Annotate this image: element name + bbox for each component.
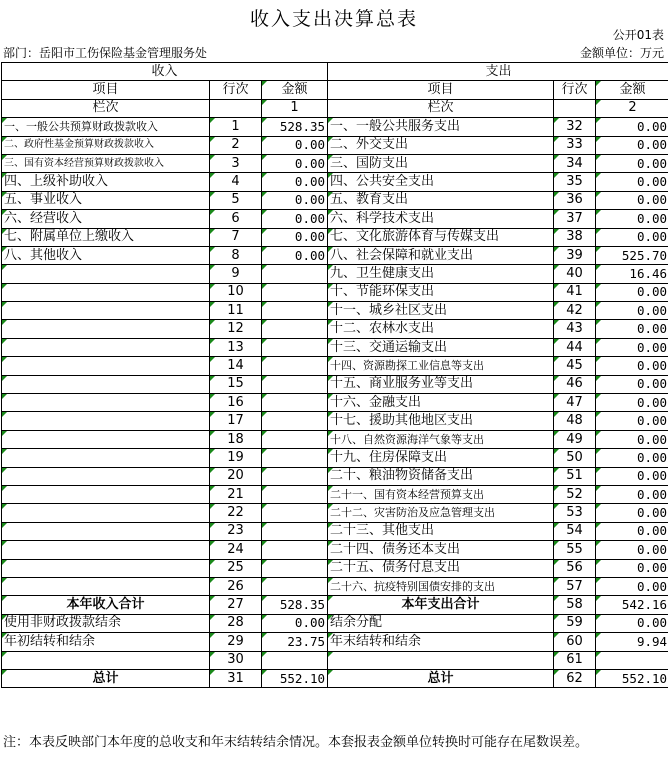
- expense-line: 51: [554, 467, 596, 485]
- income-item: [2, 467, 210, 485]
- expense-line: 47: [554, 394, 596, 412]
- expense-item: 十二、农林水支出: [328, 320, 554, 338]
- table-row: [2, 246, 668, 264]
- expense-item: 二十三、其他支出: [328, 522, 554, 540]
- expense-amount: 0.00: [596, 154, 668, 172]
- income-item: 二、政府性基金预算财政拨款收入: [2, 136, 210, 154]
- income-column-label: 栏次: [2, 99, 210, 117]
- table-row: [2, 485, 668, 503]
- expense-line: 42: [554, 302, 596, 320]
- income-amount: [262, 338, 328, 356]
- income-line: 7: [210, 228, 262, 246]
- income-section-header: 收入: [2, 63, 328, 81]
- column-header-row: [2, 81, 668, 99]
- income-amount: [262, 449, 328, 467]
- income-line: 25: [210, 559, 262, 577]
- expense-line: 37: [554, 210, 596, 228]
- income-amount: [262, 541, 328, 559]
- expense-line: 55: [554, 541, 596, 559]
- table-row: [2, 228, 668, 246]
- income-amount: 0.00: [262, 210, 328, 228]
- expense-item: 十三、交通运输支出: [328, 338, 554, 356]
- income-item: 三、国有资本经营预算财政拨款收入: [2, 154, 210, 172]
- summary-expense-line: 62: [554, 669, 596, 687]
- form-code: 公开01表: [612, 28, 664, 42]
- expense-item: 十一、城乡社区支出: [328, 302, 554, 320]
- income-amount: [262, 375, 328, 393]
- table-row: [2, 191, 668, 209]
- income-item: [2, 485, 210, 503]
- table-row: [2, 302, 668, 320]
- expense-line: 53: [554, 504, 596, 522]
- income-amount: [262, 394, 328, 412]
- income-item: [2, 265, 210, 283]
- summary-income-amount: 0.00: [262, 614, 328, 632]
- summary-expense-line: 58: [554, 596, 596, 614]
- income-amount: [262, 357, 328, 375]
- income-line: 6: [210, 210, 262, 228]
- summary-expense-line: 59: [554, 614, 596, 632]
- column-index-row: [2, 99, 668, 117]
- expense-amount: 16.46: [596, 265, 668, 283]
- department-label: 部门：岳阳市工伤保险基金管理服务处: [3, 46, 208, 60]
- income-line: 9: [210, 265, 262, 283]
- expense-amount: 0.00: [596, 522, 668, 540]
- expense-item: 二十、粮油物资储备支出: [328, 467, 554, 485]
- table-row: [2, 541, 668, 559]
- summary-income-item: 总计: [2, 669, 210, 687]
- expense-amount: 0.00: [596, 320, 668, 338]
- expense-line: 40: [554, 265, 596, 283]
- expense-item: 一、一般公共服务支出: [328, 118, 554, 136]
- expense-amount: 0.00: [596, 394, 668, 412]
- expense-item: 二十一、国有资本经营预算支出: [328, 485, 554, 503]
- summary-income-item: 使用非财政拨款结余: [2, 614, 210, 632]
- expense-amount: 0.00: [596, 485, 668, 503]
- table-row: [2, 412, 668, 430]
- expense-item: 二十四、债务还本支出: [328, 541, 554, 559]
- table-row: [2, 357, 668, 375]
- summary-expense-item: [328, 651, 554, 669]
- income-item: [2, 449, 210, 467]
- summary-income-item: 年初结转和结余: [2, 633, 210, 651]
- income-amount: 0.00: [262, 191, 328, 209]
- expense-item: 三、国防支出: [328, 154, 554, 172]
- income-line: 23: [210, 522, 262, 540]
- summary-expense-amount: 0.00: [596, 614, 668, 632]
- table-row: [2, 265, 668, 283]
- summary-expense-amount: [596, 651, 668, 669]
- income-amount: 528.35: [262, 118, 328, 136]
- table-row: [2, 449, 668, 467]
- expense-amount: 0.00: [596, 357, 668, 375]
- expense-amount: 0.00: [596, 283, 668, 301]
- summary-income-amount: 552.10: [262, 669, 328, 687]
- income-amount: [262, 412, 328, 430]
- income-line: 3: [210, 154, 262, 172]
- income-amount: 0.00: [262, 136, 328, 154]
- income-line: 24: [210, 541, 262, 559]
- income-item: [2, 320, 210, 338]
- income-item: [2, 412, 210, 430]
- table-row: [2, 577, 668, 595]
- income-item: [2, 522, 210, 540]
- expense-line: 52: [554, 485, 596, 503]
- table-row: [2, 118, 668, 136]
- section-header-row: [2, 63, 668, 81]
- table-row: [2, 522, 668, 540]
- income-line: 5: [210, 191, 262, 209]
- income-line: 14: [210, 357, 262, 375]
- income-line: 12: [210, 320, 262, 338]
- summary-expense-item: 本年支出合计: [328, 596, 554, 614]
- summary-row: [2, 669, 668, 687]
- table-row: [2, 136, 668, 154]
- income-amount: 0.00: [262, 228, 328, 246]
- income-item: [2, 577, 210, 595]
- income-amount: [262, 283, 328, 301]
- expense-line: 50: [554, 449, 596, 467]
- summary-income-line: 28: [210, 614, 262, 632]
- expense-amount: 0.00: [596, 430, 668, 448]
- income-column-number: 1: [262, 99, 328, 117]
- table-row: [2, 430, 668, 448]
- income-item: 八、其他收入: [2, 246, 210, 264]
- table-row: [2, 283, 668, 301]
- table-row: [2, 467, 668, 485]
- income-line: 16: [210, 394, 262, 412]
- income-line-header: 行次: [210, 81, 262, 99]
- income-item: [2, 559, 210, 577]
- expense-line: 44: [554, 338, 596, 356]
- income-amount: [262, 265, 328, 283]
- unit-label: 金额单位：万元: [579, 46, 664, 60]
- income-item: [2, 541, 210, 559]
- expense-amount: 0.00: [596, 559, 668, 577]
- summary-expense-amount: 552.10: [596, 669, 668, 687]
- income-amount: [262, 302, 328, 320]
- summary-income-item: [2, 651, 210, 669]
- expense-amount: 0.00: [596, 412, 668, 430]
- summary-row: [2, 651, 668, 669]
- expense-column-label: 栏次: [328, 99, 554, 117]
- expense-line: 43: [554, 320, 596, 338]
- income-line: 11: [210, 302, 262, 320]
- expense-amount: 0.00: [596, 467, 668, 485]
- expense-line: 49: [554, 430, 596, 448]
- expense-line: 34: [554, 154, 596, 172]
- expense-column-number: 2: [596, 99, 668, 117]
- summary-income-item: 本年收入合计: [2, 596, 210, 614]
- expense-line: 45: [554, 357, 596, 375]
- income-item: [2, 394, 210, 412]
- summary-income-amount: 23.75: [262, 633, 328, 651]
- summary-expense-line: 61: [554, 651, 596, 669]
- table-row: [2, 173, 668, 191]
- expense-line: 54: [554, 522, 596, 540]
- expense-item: 二十二、灾害防治及应急管理支出: [328, 504, 554, 522]
- summary-expense-amount: 542.16: [596, 596, 668, 614]
- expense-line-header: 行次: [554, 81, 596, 99]
- summary-income-amount: [262, 651, 328, 669]
- expense-item: 五、教育支出: [328, 191, 554, 209]
- income-line: 20: [210, 467, 262, 485]
- income-item: 四、上级补助收入: [2, 173, 210, 191]
- summary-expense-line: 60: [554, 633, 596, 651]
- summary-row: [2, 614, 668, 632]
- summary-row: [2, 633, 668, 651]
- expense-item-header: 项目: [328, 81, 554, 99]
- expense-item: 二十六、抗疫特别国债安排的支出: [328, 577, 554, 595]
- income-amount: [262, 522, 328, 540]
- income-amount: [262, 320, 328, 338]
- income-item: 一、一般公共预算财政拨款收入: [2, 118, 210, 136]
- summary-expense-item: 年末结转和结余: [328, 633, 554, 651]
- expense-amount: 0.00: [596, 173, 668, 191]
- income-item: 六、经营收入: [2, 210, 210, 228]
- income-item: [2, 375, 210, 393]
- expense-line: 35: [554, 173, 596, 191]
- expense-amount: 0.00: [596, 338, 668, 356]
- expense-item: 八、社会保障和就业支出: [328, 246, 554, 264]
- income-item: [2, 283, 210, 301]
- expense-line: 57: [554, 577, 596, 595]
- income-item: [2, 357, 210, 375]
- income-line: 22: [210, 504, 262, 522]
- income-item-header: 项目: [2, 81, 210, 99]
- expense-section-header: 支出: [328, 63, 668, 81]
- income-line: 17: [210, 412, 262, 430]
- footnote: 注：本表反映部门本年度的总收支和年末结转结余情况。本套报表金额单位转换时可能存在尾数误差。: [3, 735, 589, 750]
- expense-item: 六、科学技术支出: [328, 210, 554, 228]
- summary-expense-item: 总计: [328, 669, 554, 687]
- summary-expense-item: 结余分配: [328, 614, 554, 632]
- income-item: [2, 302, 210, 320]
- income-line: 19: [210, 449, 262, 467]
- expense-column-blank: [554, 99, 596, 117]
- expense-amount: 0.00: [596, 118, 668, 136]
- summary-income-amount: 528.35: [262, 596, 328, 614]
- expense-line: 41: [554, 283, 596, 301]
- expense-item: 九、卫生健康支出: [328, 265, 554, 283]
- summary-income-line: 27: [210, 596, 262, 614]
- income-line: 26: [210, 577, 262, 595]
- income-amount: [262, 467, 328, 485]
- summary-income-line: 31: [210, 669, 262, 687]
- expense-line: 46: [554, 375, 596, 393]
- page-title: 收入支出决算总表: [249, 8, 418, 30]
- table-row: [2, 154, 668, 172]
- expense-item: 七、文化旅游体育与传媒支出: [328, 228, 554, 246]
- table-row: [2, 504, 668, 522]
- income-amount: 0.00: [262, 154, 328, 172]
- expense-item: 十、节能环保支出: [328, 283, 554, 301]
- expense-amount: 0.00: [596, 302, 668, 320]
- budget-table: [1, 62, 668, 688]
- expense-item: 十五、商业服务业等支出: [328, 375, 554, 393]
- income-item: [2, 430, 210, 448]
- expense-amount: 0.00: [596, 136, 668, 154]
- income-line: 8: [210, 246, 262, 264]
- summary-row: [2, 596, 668, 614]
- expense-amount: 0.00: [596, 577, 668, 595]
- expense-amount: 0.00: [596, 228, 668, 246]
- expense-item: 十七、援助其他地区支出: [328, 412, 554, 430]
- summary-income-line: 29: [210, 633, 262, 651]
- budget-table-body: [2, 63, 668, 688]
- income-item: [2, 504, 210, 522]
- income-line: 18: [210, 430, 262, 448]
- income-amount: 0.00: [262, 173, 328, 191]
- expense-item: 十四、资源勘探工业信息等支出: [328, 357, 554, 375]
- income-item: [2, 338, 210, 356]
- table-row: [2, 210, 668, 228]
- expense-amount: 0.00: [596, 191, 668, 209]
- income-amount: [262, 559, 328, 577]
- expense-item: 十九、住房保障支出: [328, 449, 554, 467]
- expense-amount: 0.00: [596, 375, 668, 393]
- income-line: 21: [210, 485, 262, 503]
- expense-item: 十八、自然资源海洋气象等支出: [328, 430, 554, 448]
- income-amount-header: 金额: [262, 81, 328, 99]
- expense-line: 48: [554, 412, 596, 430]
- expense-line: 36: [554, 191, 596, 209]
- expense-line: 38: [554, 228, 596, 246]
- expense-amount: 0.00: [596, 504, 668, 522]
- summary-income-line: 30: [210, 651, 262, 669]
- income-line: 2: [210, 136, 262, 154]
- income-line: 10: [210, 283, 262, 301]
- expense-line: 56: [554, 559, 596, 577]
- income-line: 1: [210, 118, 262, 136]
- summary-expense-amount: 9.94: [596, 633, 668, 651]
- table-row: [2, 559, 668, 577]
- expense-item: 二十五、债务付息支出: [328, 559, 554, 577]
- table-row: [2, 375, 668, 393]
- income-amount: 0.00: [262, 246, 328, 264]
- expense-item: 二、外交支出: [328, 136, 554, 154]
- table-row: [2, 320, 668, 338]
- expense-amount-header: 金额: [596, 81, 668, 99]
- expense-line: 39: [554, 246, 596, 264]
- income-line: 4: [210, 173, 262, 191]
- expense-item: 四、公共安全支出: [328, 173, 554, 191]
- income-line: 13: [210, 338, 262, 356]
- income-amount: [262, 485, 328, 503]
- income-item: 七、附属单位上缴收入: [2, 228, 210, 246]
- expense-amount: 0.00: [596, 541, 668, 559]
- expense-amount: 0.00: [596, 449, 668, 467]
- income-column-blank: [210, 99, 262, 117]
- income-item: 五、事业收入: [2, 191, 210, 209]
- table-row: [2, 394, 668, 412]
- expense-line: 32: [554, 118, 596, 136]
- expense-item: 十六、金融支出: [328, 394, 554, 412]
- expense-line: 33: [554, 136, 596, 154]
- table-row: [2, 338, 668, 356]
- income-line: 15: [210, 375, 262, 393]
- expense-amount: 525.70: [596, 246, 668, 264]
- expense-amount: 0.00: [596, 210, 668, 228]
- income-amount: [262, 504, 328, 522]
- income-amount: [262, 430, 328, 448]
- income-amount: [262, 577, 328, 595]
